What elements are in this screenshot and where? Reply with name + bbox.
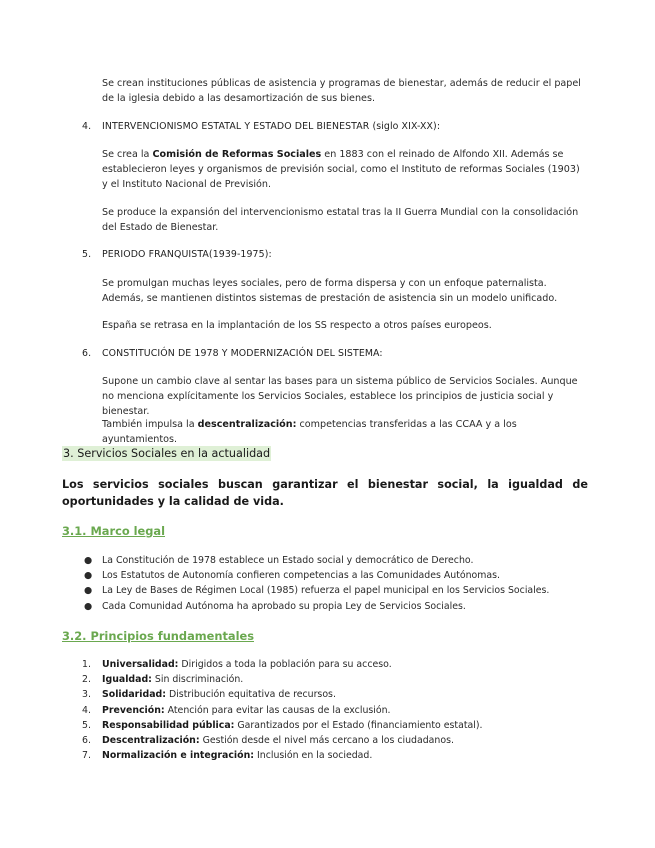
list-item bbox=[82, 568, 602, 583]
principle-term: Normalización e integración: bbox=[102, 750, 255, 762]
list-item-text: Cada Comunidad Autónoma ha aprobado su propia Ley de Servicios Sociales. bbox=[102, 600, 466, 612]
list-item bbox=[82, 687, 602, 702]
list-item bbox=[82, 553, 602, 568]
item4-paragraph-1 bbox=[102, 147, 582, 192]
text-run: También impulsa la bbox=[102, 419, 198, 430]
list-item bbox=[82, 718, 602, 733]
text-run: en 1883 con el reinado de Alfondo XII. Además se establecieron leyes y organismos de previsión social, como el Instituto de reformas Sociales (1903) y el Instituto Nacional de Previsión. bbox=[102, 149, 580, 190]
item4-paragraph-2: Se produce la expansión del intervencionismo estatal tras la II Guerra Mundial con la consolidación del Estado de Bienestar. bbox=[102, 207, 579, 233]
principios-list bbox=[82, 657, 602, 763]
item-title: PERIODO FRANQUISTA(1939-1975): bbox=[102, 249, 272, 260]
marco-legal-list bbox=[82, 553, 602, 614]
subsection-principios-title: 3.2. Principios fundamentales bbox=[62, 629, 254, 643]
section-3-lead: Los servicios sociales buscan garantizar el bienestar social, la igualdad de oportunidades y la calidad de vida. bbox=[62, 478, 588, 508]
list-item bbox=[82, 583, 602, 598]
bullet-icon: ● bbox=[84, 600, 93, 612]
text-run: competencias transferidas a las CCAA y a los ayuntamientos. bbox=[102, 419, 517, 445]
principle-description: Gestión desde el nivel más cercano a los ciudadanos. bbox=[199, 735, 454, 747]
list-item bbox=[82, 703, 602, 718]
history-item-6-heading bbox=[82, 347, 383, 361]
item-number: 2. bbox=[82, 674, 91, 686]
item-number: 6. bbox=[82, 348, 92, 359]
principle-term: Prevención: bbox=[102, 704, 165, 716]
history-item-4-heading bbox=[82, 120, 440, 134]
list-item bbox=[82, 672, 602, 687]
item-title: CONSTITUCIÓN DE 1978 Y MODERNIZACIÓN DEL SISTEMA: bbox=[102, 348, 383, 359]
principle-term: Responsabilidad pública: bbox=[102, 719, 235, 731]
text-run: Se crea la bbox=[102, 149, 153, 160]
item6-paragraph-2 bbox=[102, 417, 582, 447]
item6-paragraph-1: Supone un cambio clave al sentar las bases para un sistema público de Servicios Sociales. Aunque no menciona explícitamente los Servicios Sociales, establece los principios de justicia social y bienestar. bbox=[102, 376, 578, 417]
bullet-icon: ● bbox=[84, 585, 93, 597]
item5-paragraph-2: España se retrasa en la implantación de los SS respecto a otros países europeos. bbox=[102, 320, 492, 331]
history-item-5-heading bbox=[82, 248, 272, 262]
list-item bbox=[82, 748, 602, 763]
list-item bbox=[82, 657, 602, 672]
item-title: INTERVENCIONISMO ESTATAL Y ESTADO DEL BIENESTAR (siglo XIX-XX): bbox=[102, 121, 441, 132]
principle-description: Inclusión en la sociedad. bbox=[254, 750, 373, 762]
bold-term: Comisión de Reformas Sociales bbox=[152, 149, 322, 160]
list-item-text: La Constitución de 1978 establece un Estado social y democrático de Derecho. bbox=[102, 555, 474, 566]
item-number: 5. bbox=[82, 249, 92, 260]
section-3-title: 3. Servicios Sociales en la actualidad bbox=[63, 447, 271, 460]
list-item-text: Los Estatutos de Autonomía confieren competencias a las Comunidades Autónomas. bbox=[102, 570, 501, 582]
principle-term: Solidaridad: bbox=[102, 689, 166, 701]
principle-term: Universalidad: bbox=[102, 659, 179, 670]
item5-paragraph-1: Se promulgan muchas leyes sociales, pero de forma dispersa y con un enfoque paternalista. Además, se mantienen distintos sistemas de prestación de asistencia sin un modelo unificado. bbox=[102, 278, 558, 304]
list-item-text: La Ley de Bases de Régimen Local (1985) refuerza el papel municipal en los Servicios Sociales. bbox=[102, 585, 550, 597]
principle-description: Atención para evitar las causas de la exclusión. bbox=[164, 704, 391, 716]
intro-paragraph: Se crean instituciones públicas de asistencia y programas de bienestar, además de reducir el papel de la iglesia debido a las desamortización de sus bienes. bbox=[102, 78, 581, 104]
principle-description: Sin discriminación. bbox=[151, 674, 244, 686]
item-number: 4. bbox=[82, 121, 92, 132]
item-number: 7. bbox=[82, 750, 91, 762]
bullet-icon: ● bbox=[84, 555, 93, 566]
item-number: 6. bbox=[82, 735, 91, 747]
principle-term: Descentralización: bbox=[102, 735, 200, 747]
item-number: 4. bbox=[82, 704, 91, 716]
list-item bbox=[82, 733, 602, 748]
principle-description: Garantizados por el Estado (financiamiento estatal). bbox=[234, 719, 483, 731]
item-number: 3. bbox=[82, 689, 91, 701]
item-number: 1. bbox=[82, 659, 91, 670]
bullet-icon: ● bbox=[84, 570, 93, 582]
subsection-marco-legal-title: 3.1. Marco legal bbox=[62, 524, 166, 538]
principle-term: Igualdad: bbox=[102, 674, 152, 686]
list-item bbox=[82, 599, 602, 614]
principle-description: Distribución equitativa de recursos. bbox=[166, 689, 336, 701]
bold-term: descentralización: bbox=[197, 419, 297, 430]
principle-description: Dirigidos a toda la población para su acceso. bbox=[178, 659, 392, 670]
item-number: 5. bbox=[82, 719, 91, 731]
